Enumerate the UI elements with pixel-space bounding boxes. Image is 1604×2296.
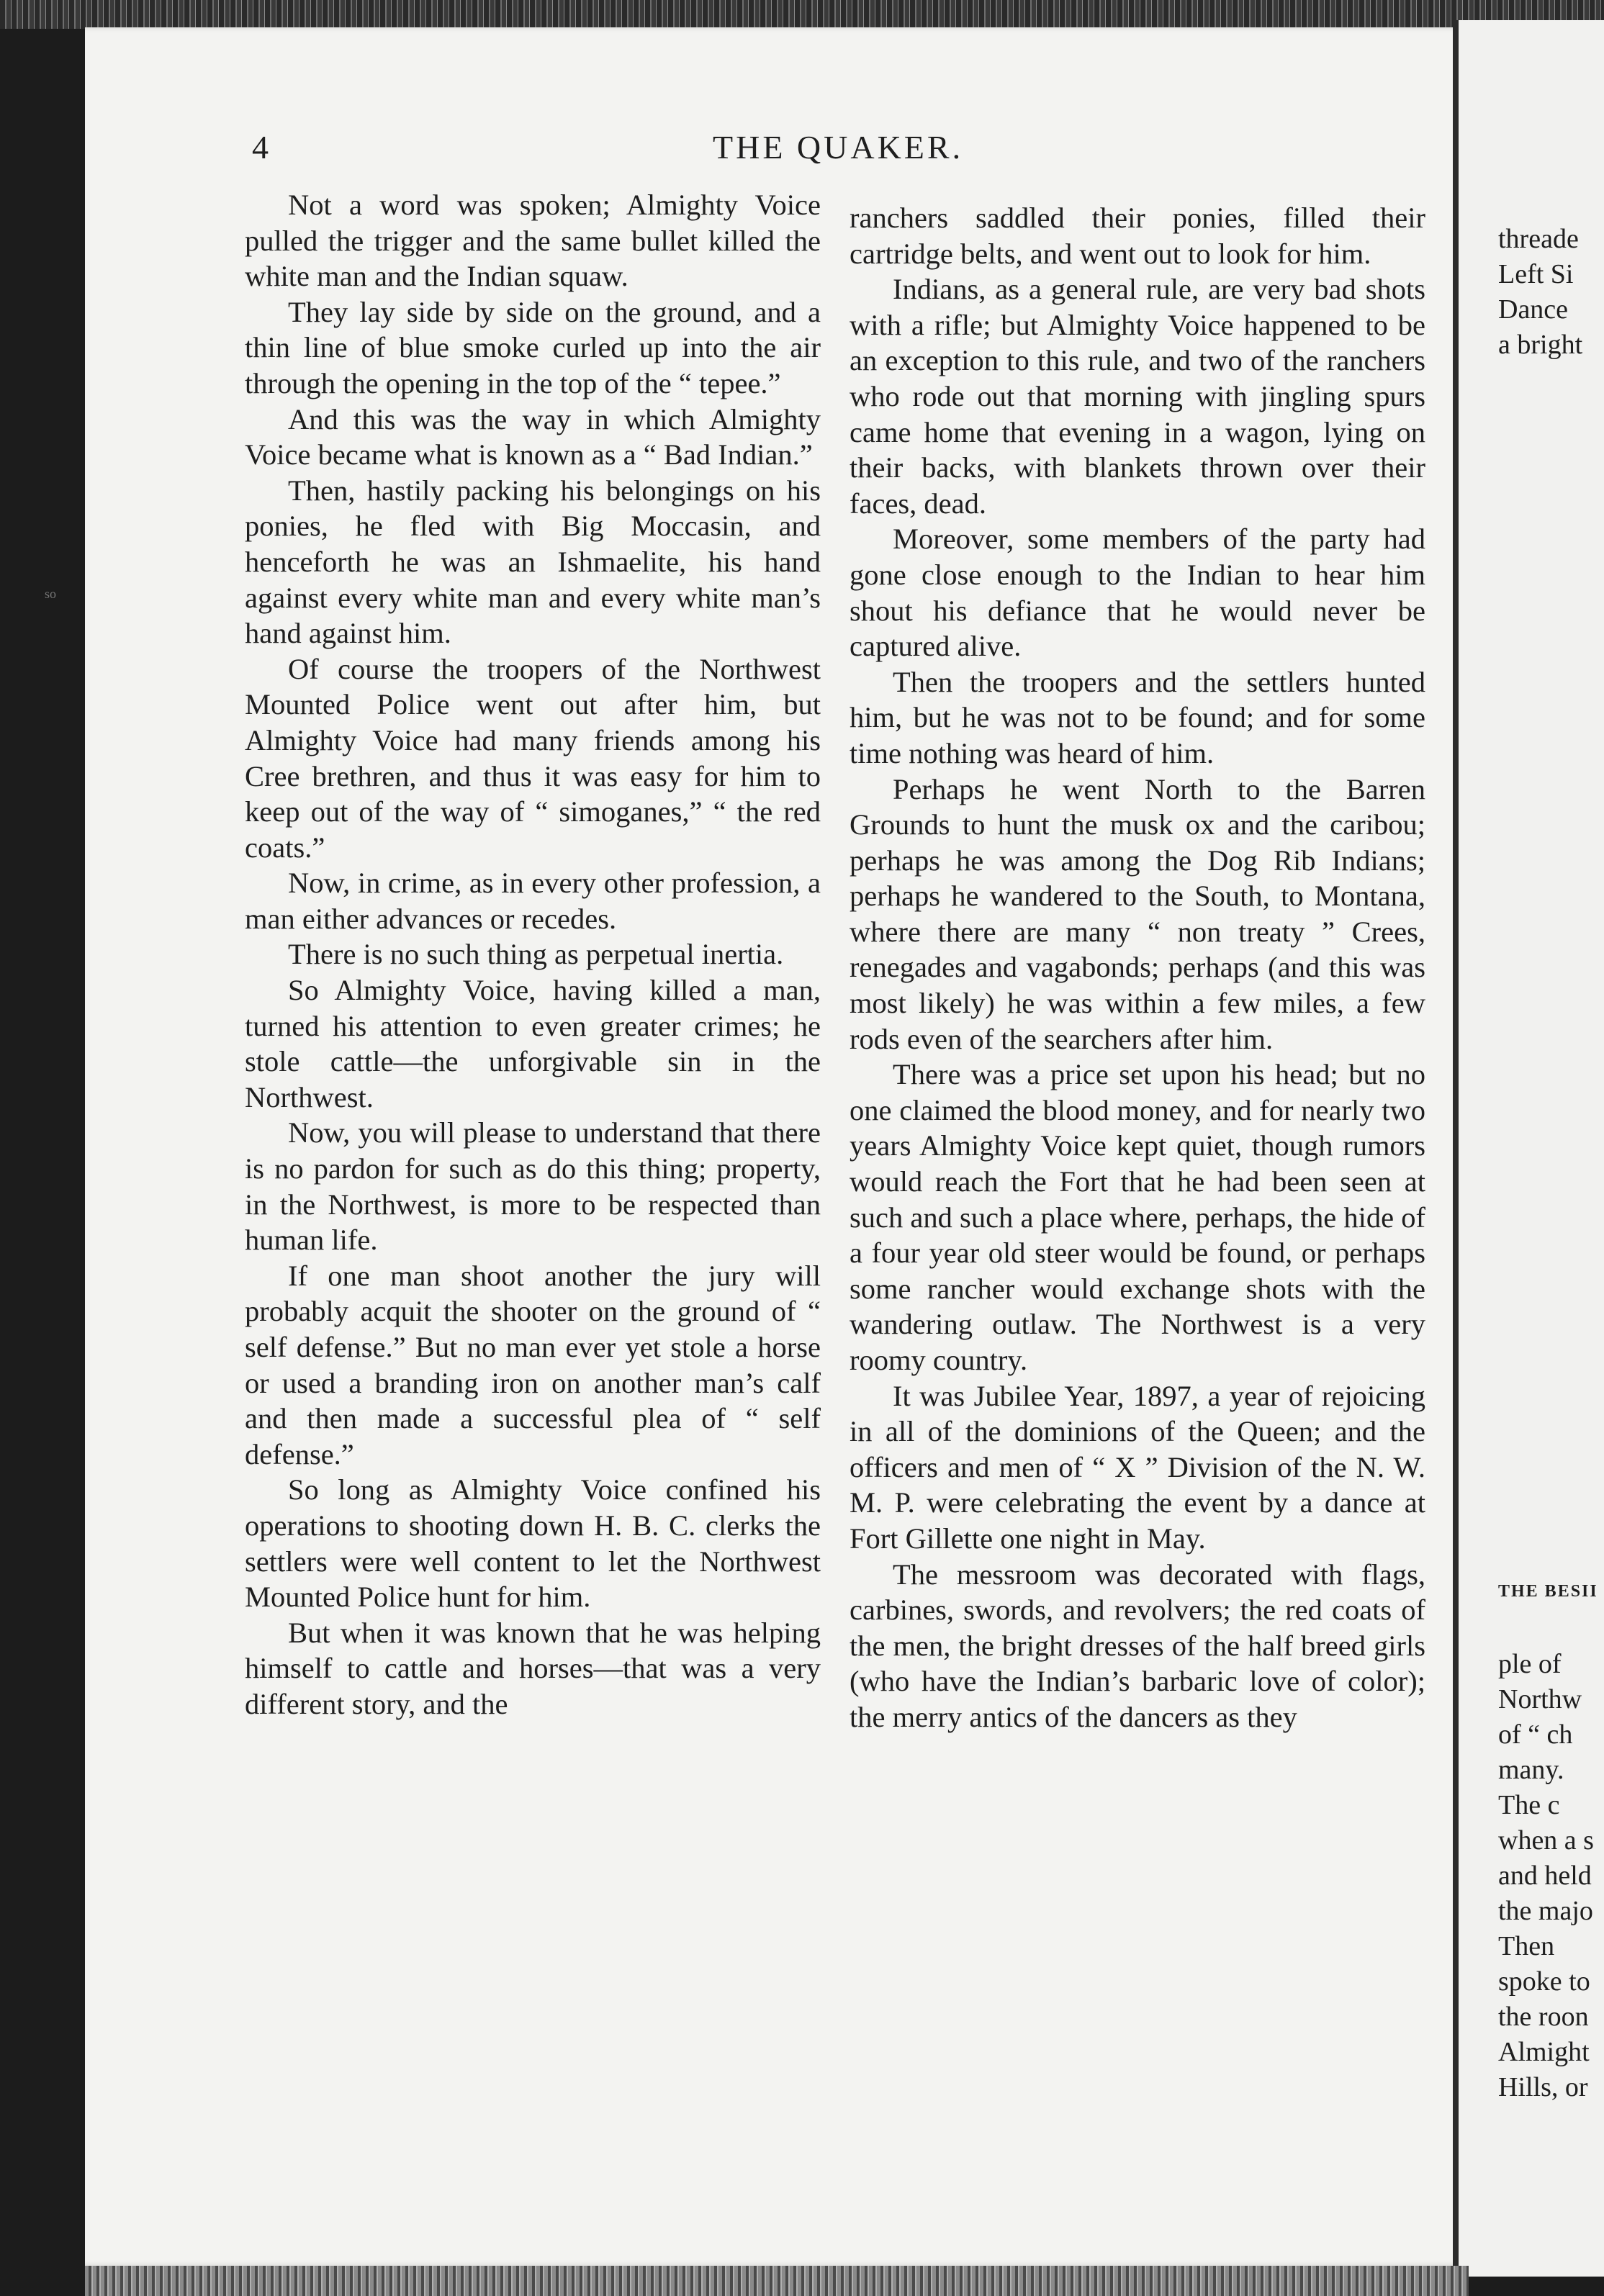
page-number: 4 [252, 129, 269, 166]
adjacent-line: Left Si [1498, 259, 1574, 289]
adjacent-caption: THE BESII [1498, 1582, 1598, 1601]
adjacent-line: Hills, or [1498, 2072, 1588, 2102]
paragraph: Indians, as a general rule, are very bad shots with a rifle; but Almighty Voice happened to be an exception to this rule, and two of the ranchers who rode out that morning with jingling spurs came home that evening in a wagon, lying on their backs, with blankets thrown over their faces, dead. [850, 273, 1425, 520]
paragraph: Not a word was spoken; Almighty Voice pulled the trigger and the same bullet killed the white man and the Indian squaw. [245, 189, 821, 293]
adjacent-line: of “ ch [1498, 1719, 1573, 1750]
adjacent-line: the roon [1498, 2002, 1589, 2032]
adjacent-line: The c [1498, 1790, 1560, 1820]
scan-bottom-edge [85, 2266, 1469, 2296]
adjacent-line: and held [1498, 1861, 1592, 1891]
paragraph: It was Jubilee Year, 1897, a year of rejoicing in all of the dominions of the Queen; and the officers and men of “ X ” Division of the N. W. M. P. were celebrating the event by a dance at Fort Gillette one night in May. [850, 1379, 1425, 1555]
paragraph: Perhaps he went North to the Barren Grounds to hunt the musk ox and the caribou; perhaps he was among the Dog Rib Indians; perhaps he wandered to the South, to Montana, where there are many “ non treaty ” Crees, renegades and vagabonds; perhaps (and this was most likely) he was within a few miles, a few rods even of the searchers after him. [850, 772, 1425, 1055]
paragraph: They lay side by side on the ground, and a thin line of blue smoke curled up into the air through the opening in the top of the “ tepee.” [245, 295, 821, 399]
paragraph: There is no such thing as perpetual inertia. [288, 938, 784, 971]
adjacent-line: ple of [1498, 1649, 1562, 1679]
paragraph: Moreover, some members of the party had gone close enough to the Indian to hear him shout his defiance that he would never be captured alive. [850, 523, 1425, 663]
adjacent-line: a bright [1498, 330, 1583, 360]
adjacent-line: Then [1498, 1931, 1555, 1961]
adjacent-line: the majo [1498, 1896, 1593, 1926]
paragraph: And this was the way in which Almighty Voice became what is known as a “ Bad Indian.” [245, 402, 821, 471]
paragraph: The messroom was decorated with flags, carbines, swords, and revolvers; the red coats of the men, the bright dresses of the half breed girls (who have the Indian’s barbaric love of color); the merry antics of the dancers as they [850, 1558, 1425, 1733]
paragraph: ranchers saddled their ponies, filled their cartridge belts, and went out to look for him. [850, 202, 1425, 270]
paragraph: Now, you will please to understand that there is no pardon for such as do this thing; property, in the Northwest, is more to be respected than human life. [245, 1116, 821, 1257]
adjacent-line: Almight [1498, 2037, 1590, 2067]
adjacent-line: threade [1498, 224, 1579, 254]
paragraph: Of course the troopers of the Northwest Mounted Police went out after him, but Almighty Voice had many friends among his Cree brethren, and thus it was easy for him to keep out of the way of “ simoganes,” “ the red coats.” [245, 652, 821, 864]
adjacent-line: when a s [1498, 1825, 1594, 1856]
paragraph: If one man shoot another the jury will probably acquit the shooter on the ground of “ self defense.” But no man ever yet stole a horse or used a branding iron on another man’s calf and then made a successful plea of “ self defense.” [245, 1259, 821, 1470]
paragraph: Now, in crime, as in every other profession, a man either advances or recedes. [245, 867, 821, 935]
left-column [245, 187, 821, 1722]
adjacent-line: many. [1498, 1755, 1564, 1785]
running-title: THE QUAKER. [713, 129, 964, 166]
scan-top-edge [0, 0, 1604, 29]
paragraph: So Almighty Voice, having killed a man, turned his attention to even greater crimes; he stole cattle—the unforgivable sin in the Northwest. [245, 974, 821, 1113]
paragraph: But when it was known that he was helping himself to cattle and horses—that was a very different story, and the [245, 1616, 821, 1720]
paragraph: Then, hastily packing his belongings on his ponies, he fled with Big Moccasin, and henceforth he was an Ishmaelite, his hand against every white man and every white man’s hand against him. [245, 474, 821, 650]
adjacent-line: Dance [1498, 294, 1569, 325]
adjacent-line: spoke to [1498, 1966, 1590, 1997]
margin-mark: so [45, 587, 57, 601]
middle-column [850, 200, 1425, 1735]
page-header [252, 128, 1440, 171]
paragraph: So long as Almighty Voice confined his operations to shooting down H. B. C. clerks the settlers were well content to let the Northwest Mounted Police hunt for him. [245, 1473, 821, 1614]
adjacent-page [1453, 20, 1604, 2277]
adjacent-line: Northw [1498, 1684, 1582, 1714]
paragraph: There was a price set upon his head; but no one claimed the blood money, and for nearly two years Almighty Voice kept quiet, though rumors would reach the Fort that he had been seen at such and such a place where, perhaps, the hide of a four year old steer would be found, or perhaps some rancher would exchange shots with the wandering outlaw. The Northwest is a very roomy country. [850, 1058, 1425, 1376]
paragraph: Then the troopers and the settlers hunted him, but he was not to be found; and for some time nothing was heard of him. [850, 665, 1425, 769]
